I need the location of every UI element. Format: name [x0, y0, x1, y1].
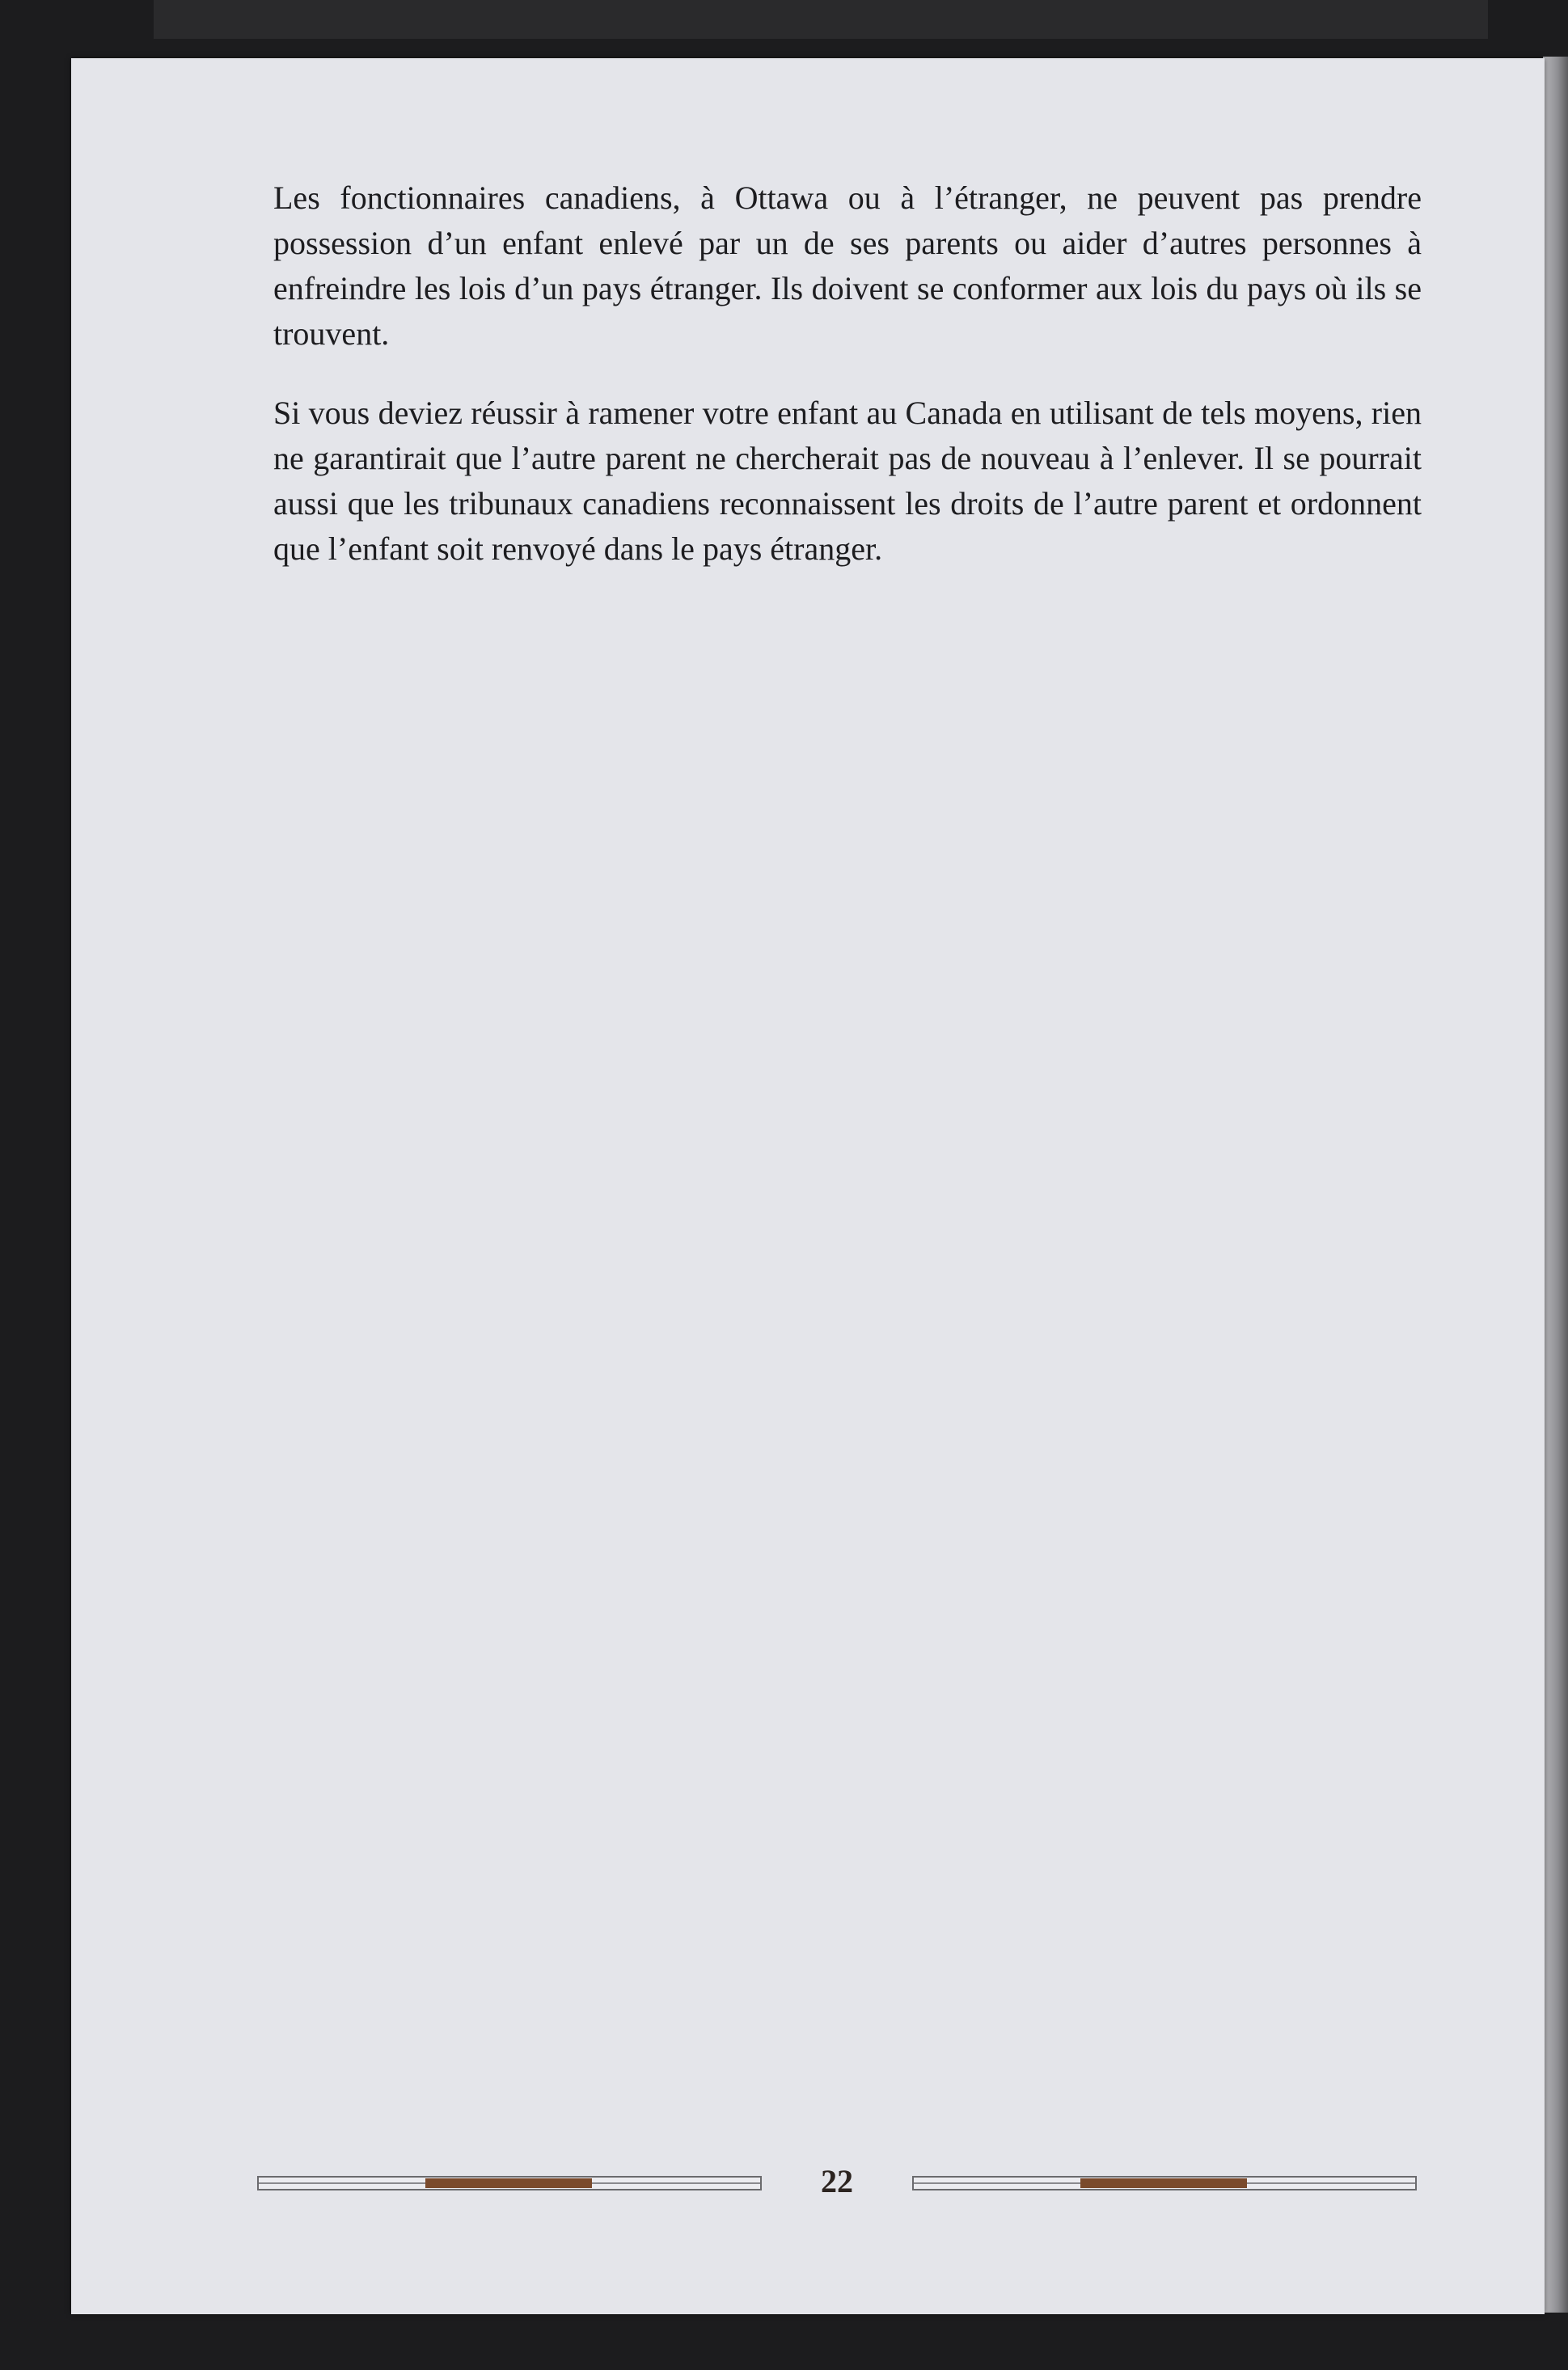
paragraph-1: Les fonctionnaires canadiens, à Ottawa ou à l’étranger, ne peuvent pas prendre possession d’un enfant enlevé par un de ses parents ou aider d’autres personnes à enfreindre les lois d’un pays étranger. Ils doivent se conformer aux lois du pays où ils se trouvent. [273, 180, 1422, 352]
footer-rule-right [912, 2176, 1417, 2190]
footer-rule-left-accent [425, 2178, 592, 2188]
document-page [71, 58, 1545, 2314]
scan-background-top [154, 0, 1488, 39]
footer-rule-left [257, 2176, 762, 2190]
page-number: 22 [821, 2163, 853, 2199]
book-page-edge [1543, 57, 1568, 2313]
page-body [273, 175, 1422, 606]
paragraph-2: Si vous deviez réussir à ramener votre enfant au Canada en utilisant de tels moyens, rien ne garantirait que l’autre parent ne chercherait pas de nouveau à l’enlever. Il se pourrait aussi que les tribunaux canadiens reconnaissent les droits de l’autre parent et ordonnent que l’enfant soit renvoyé dans le pays étranger. [273, 395, 1422, 567]
footer-rule-right-accent [1080, 2178, 1247, 2188]
page-footer [257, 2163, 1405, 2199]
